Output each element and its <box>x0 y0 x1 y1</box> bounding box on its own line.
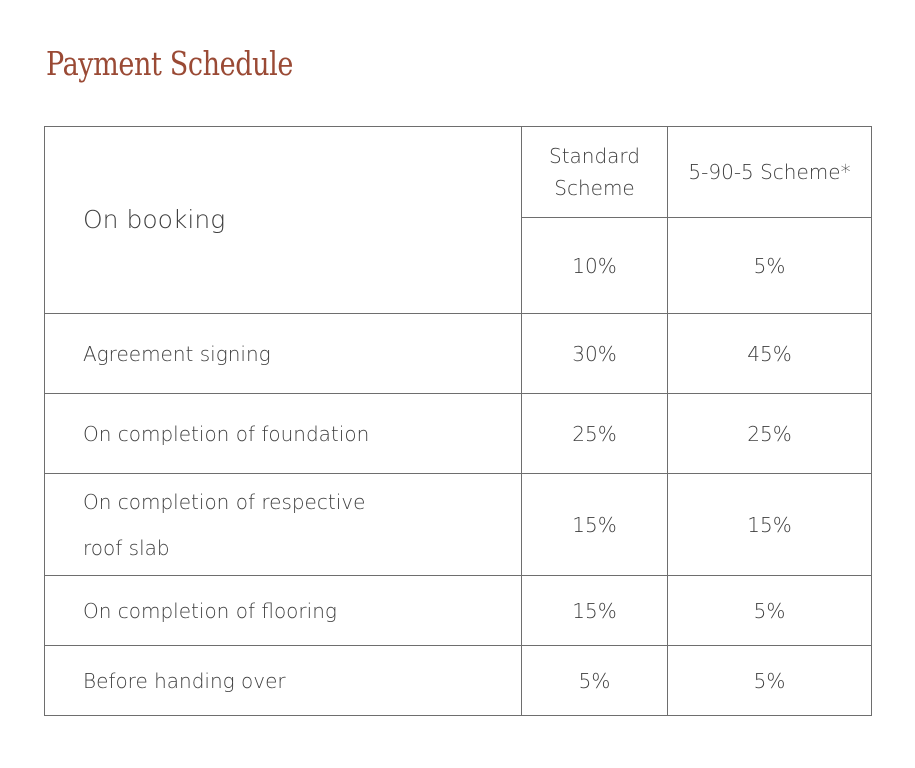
stage-cell: On completion of flooring <box>45 576 522 646</box>
standard-value-cell: 25% <box>522 394 668 474</box>
scheme-5-90-5-value-cell: 5% <box>668 218 872 314</box>
scheme-5-90-5-value-cell: 5% <box>668 646 872 716</box>
standard-value-cell: 5% <box>522 646 668 716</box>
table-header-row <box>45 127 872 218</box>
table-row <box>45 474 872 576</box>
standard-value-cell: 30% <box>522 314 668 394</box>
table-row <box>45 394 872 474</box>
standard-value-cell: 15% <box>522 474 668 576</box>
column-header-5-90-5: 5-90-5 Scheme* <box>668 127 872 218</box>
stage-cell: On booking <box>45 127 522 314</box>
column-header-standard-label: Standard Scheme <box>549 144 640 200</box>
scheme-5-90-5-value-cell: 45% <box>668 314 872 394</box>
payment-schedule-table <box>44 126 872 716</box>
scheme-5-90-5-value-cell: 25% <box>668 394 872 474</box>
stage-cell: On completion of foundation <box>45 394 522 474</box>
scheme-5-90-5-value-cell: 15% <box>668 474 872 576</box>
table-row <box>45 646 872 716</box>
standard-value-cell: 15% <box>522 576 668 646</box>
scheme-5-90-5-value-cell: 5% <box>668 576 872 646</box>
stage-cell: On completion of respective roof slab <box>45 474 522 576</box>
stage-cell: Before handing over <box>45 646 522 716</box>
table-row <box>45 314 872 394</box>
stage-cell: Agreement signing <box>45 314 522 394</box>
standard-value-cell: 10% <box>522 218 668 314</box>
page-title: Payment Schedule <box>46 44 293 83</box>
column-header-standard <box>522 127 668 218</box>
table-row <box>45 576 872 646</box>
